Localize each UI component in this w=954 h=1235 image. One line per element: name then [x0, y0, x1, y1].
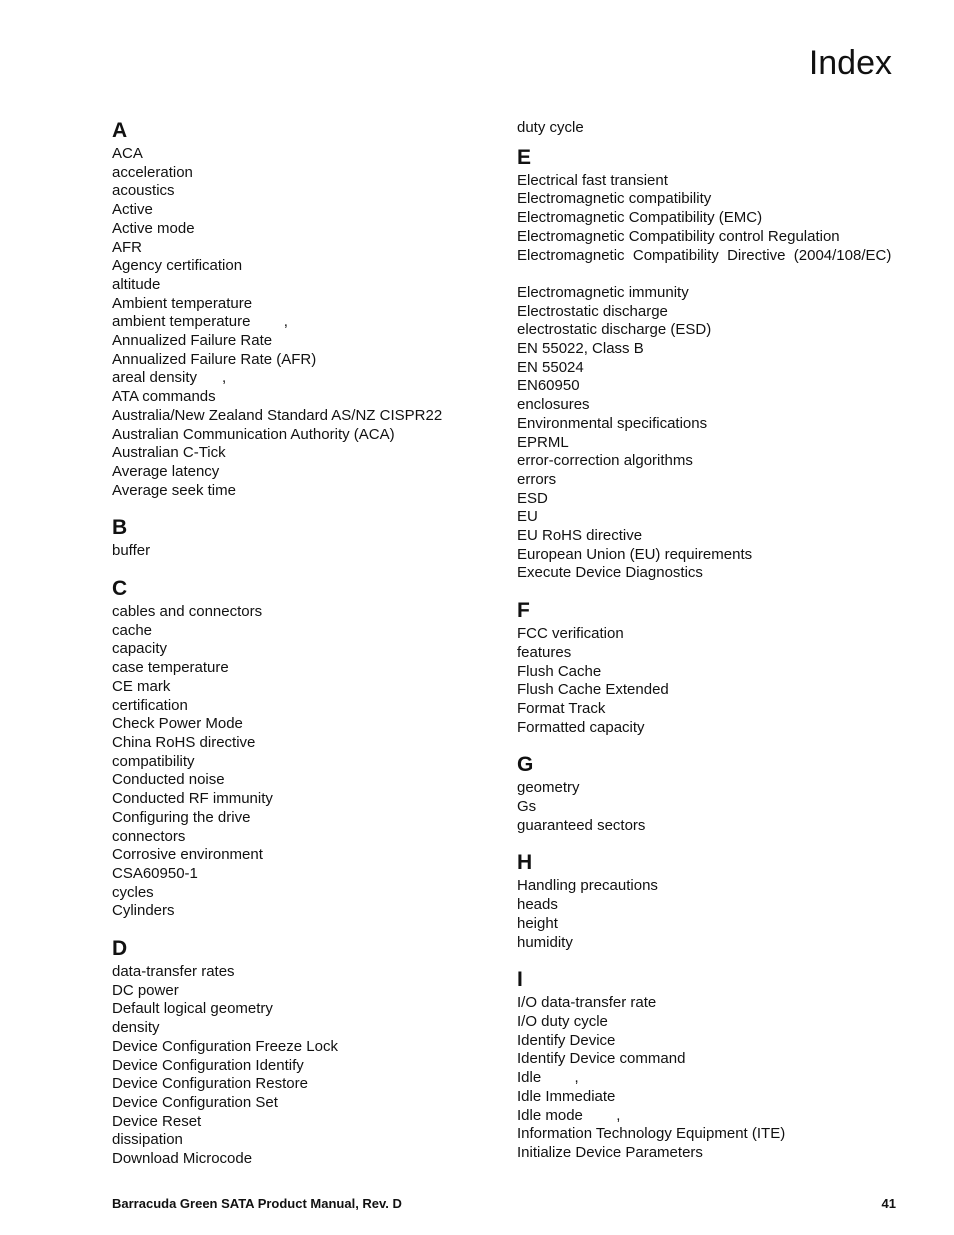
index-entry: Device Configuration Restore: [112, 1075, 308, 1093]
index-section-h: [517, 849, 937, 952]
index-entry: Active mode: [112, 219, 195, 237]
index-entry: Australia/New Zealand Standard AS/NZ CISPR22: [112, 406, 443, 424]
index-entry: CSA60950-1: [112, 864, 198, 882]
index-entry: FCC verification: [517, 625, 624, 643]
index-entry: Download Microcode: [112, 1150, 253, 1168]
index-entry: Average seek time: [112, 481, 236, 499]
index-entry: Check Power Mode: [112, 715, 243, 733]
index-entry: capacity: [112, 640, 168, 658]
index-entry: enclosures: [517, 396, 590, 414]
index-entry: Identify Device: [517, 1031, 616, 1049]
index-entry: Electrical fast transient: [517, 171, 668, 189]
index-entry: CE mark: [112, 677, 171, 695]
index-entry: Information Technology Equipment (ITE): [517, 1125, 786, 1143]
index-entry: Identify Device command: [517, 1050, 686, 1068]
index-entry: Device Configuration Set: [112, 1093, 278, 1111]
index-entry: altitude: [112, 275, 161, 293]
index-entry: EU: [517, 508, 538, 526]
index-entry: European Union (EU) requirements: [517, 545, 753, 563]
section-letter: F: [517, 599, 530, 623]
index-entry: guaranteed sectors: [517, 816, 646, 834]
section-letter: B: [112, 516, 128, 540]
index-entry: Flush Cache Extended: [517, 681, 669, 699]
index-entry: acoustics: [112, 182, 175, 200]
section-letter: A: [112, 119, 128, 142]
index-section-e: [517, 144, 937, 583]
section-letter: D: [112, 937, 128, 961]
index-entry: Electromagnetic Compatibility control Regulation: [517, 227, 840, 245]
index-entry: Device Configuration Identify: [112, 1056, 304, 1074]
index-entry: cache: [112, 621, 153, 639]
index-entry: Handling precautions: [517, 877, 658, 895]
index-entry: Active: [112, 201, 153, 219]
index-entry: Annualized Failure Rate (AFR): [112, 350, 317, 368]
index-entry: Device Reset: [112, 1112, 202, 1130]
index-section-g: [517, 751, 937, 835]
index-entry: Corrosive environment: [112, 846, 263, 864]
index-entry: certification: [112, 696, 188, 714]
index-entry: errors: [517, 470, 557, 488]
index-entry: Idle mode ,: [517, 1106, 621, 1124]
index-entry: EU RoHS directive: [517, 527, 643, 545]
index-entry: humidity: [517, 933, 573, 951]
index-entry: Gs: [517, 798, 537, 816]
index-entry-blank: [517, 265, 937, 284]
index-entry: error-correction algorithms: [517, 452, 693, 470]
section-letter: H: [517, 851, 533, 875]
index-entry: EPRML: [517, 433, 569, 451]
index-entry: Format Track: [517, 699, 606, 717]
index-entry: I/O data-transfer rate: [517, 994, 657, 1012]
index-entry: Idle Immediate: [517, 1087, 616, 1105]
index-entry: areal density ,: [112, 369, 227, 387]
index-entry: Electromagnetic Compatibility Directive (2004/108/EC): [517, 246, 892, 264]
section-letter: C: [112, 577, 128, 601]
index-entry: cables and connectors: [112, 603, 263, 621]
index-entry: Average latency: [112, 462, 220, 480]
index-entry: connectors: [112, 827, 186, 845]
index-entry: Device Configuration Freeze Lock: [112, 1037, 338, 1055]
footer-page-number: 41: [881, 1196, 896, 1211]
index-section-i: [517, 966, 937, 1162]
index-entry: Formatted capacity: [517, 718, 645, 736]
index-entry: Electromagnetic immunity: [517, 283, 689, 301]
index-entry: China RoHS directive: [112, 733, 256, 751]
index-entry: Default logical geometry: [112, 1000, 273, 1018]
index-right-column: [517, 117, 937, 1163]
index-entry: Conducted noise: [112, 771, 225, 789]
index-entry: EN 55022, Class B: [517, 340, 644, 358]
index-section-c: [112, 575, 502, 921]
index-entry: density: [112, 1019, 160, 1037]
index-entry: Execute Device Diagnostics: [517, 564, 703, 582]
page-title: Index: [808, 44, 892, 82]
index-entry: buffer: [112, 542, 151, 560]
index-entry: height: [517, 914, 558, 932]
index-entry: geometry: [517, 779, 580, 797]
index-entry: acceleration: [112, 163, 193, 181]
index-entry: Ambient temperature: [112, 294, 253, 312]
index-entry: Agency certification: [112, 257, 243, 275]
index-left-column: [112, 117, 502, 1169]
index-entry: I/O duty cycle: [517, 1013, 608, 1030]
index-entry: ambient temperature ,: [112, 313, 288, 331]
index-entry: Cylinders: [112, 902, 175, 920]
index-entry: EN60950: [517, 377, 580, 395]
index-entry: dissipation: [112, 1131, 183, 1149]
index-entry: Electromagnetic Compatibility (EMC): [517, 209, 763, 227]
index-entry: ESD: [517, 489, 548, 507]
index-entry: cycles: [112, 883, 154, 901]
index-section-d: [112, 935, 502, 1169]
section-letter: I: [517, 968, 523, 992]
index-entry: features: [517, 643, 572, 661]
index-entry: Australian Communication Authority (ACA): [112, 425, 395, 443]
index-entry: heads: [517, 896, 558, 914]
index-entry: duty cycle: [517, 119, 584, 136]
index-entry: case temperature: [112, 659, 229, 677]
index-entry: DC power: [112, 981, 179, 999]
index-entry: Electromagnetic compatibility: [517, 190, 712, 208]
index-entry: ATA commands: [112, 388, 216, 406]
index-entry: electrostatic discharge (ESD): [517, 321, 712, 339]
index-entry: ACA: [112, 145, 143, 162]
index-entry: compatibility: [112, 752, 195, 770]
index-entry: Electrostatic discharge: [517, 302, 668, 320]
section-letter: G: [517, 753, 534, 777]
index-entry: EN 55024: [517, 358, 584, 376]
index-entry: Configuring the drive: [112, 808, 251, 826]
index-entry: Flush Cache: [517, 662, 602, 680]
footer-manual-title: Barracuda Green SATA Product Manual, Rev. D: [112, 1196, 402, 1211]
index-section-f: [517, 597, 937, 737]
index-entry: Conducted RF immunity: [112, 790, 273, 808]
index-entry: Idle ,: [517, 1069, 579, 1087]
index-entry: Annualized Failure Rate: [112, 332, 273, 350]
index-section-a: [112, 117, 502, 500]
index-entry: Environmental specifications: [517, 414, 708, 432]
index-entry: Australian C-Tick: [112, 444, 226, 462]
section-letter: E: [517, 145, 532, 169]
index-entry: AFR: [112, 238, 142, 256]
index-section-b: [112, 514, 502, 561]
index-entry: data-transfer rates: [112, 963, 235, 981]
index-entry: Initialize Device Parameters: [517, 1143, 703, 1161]
